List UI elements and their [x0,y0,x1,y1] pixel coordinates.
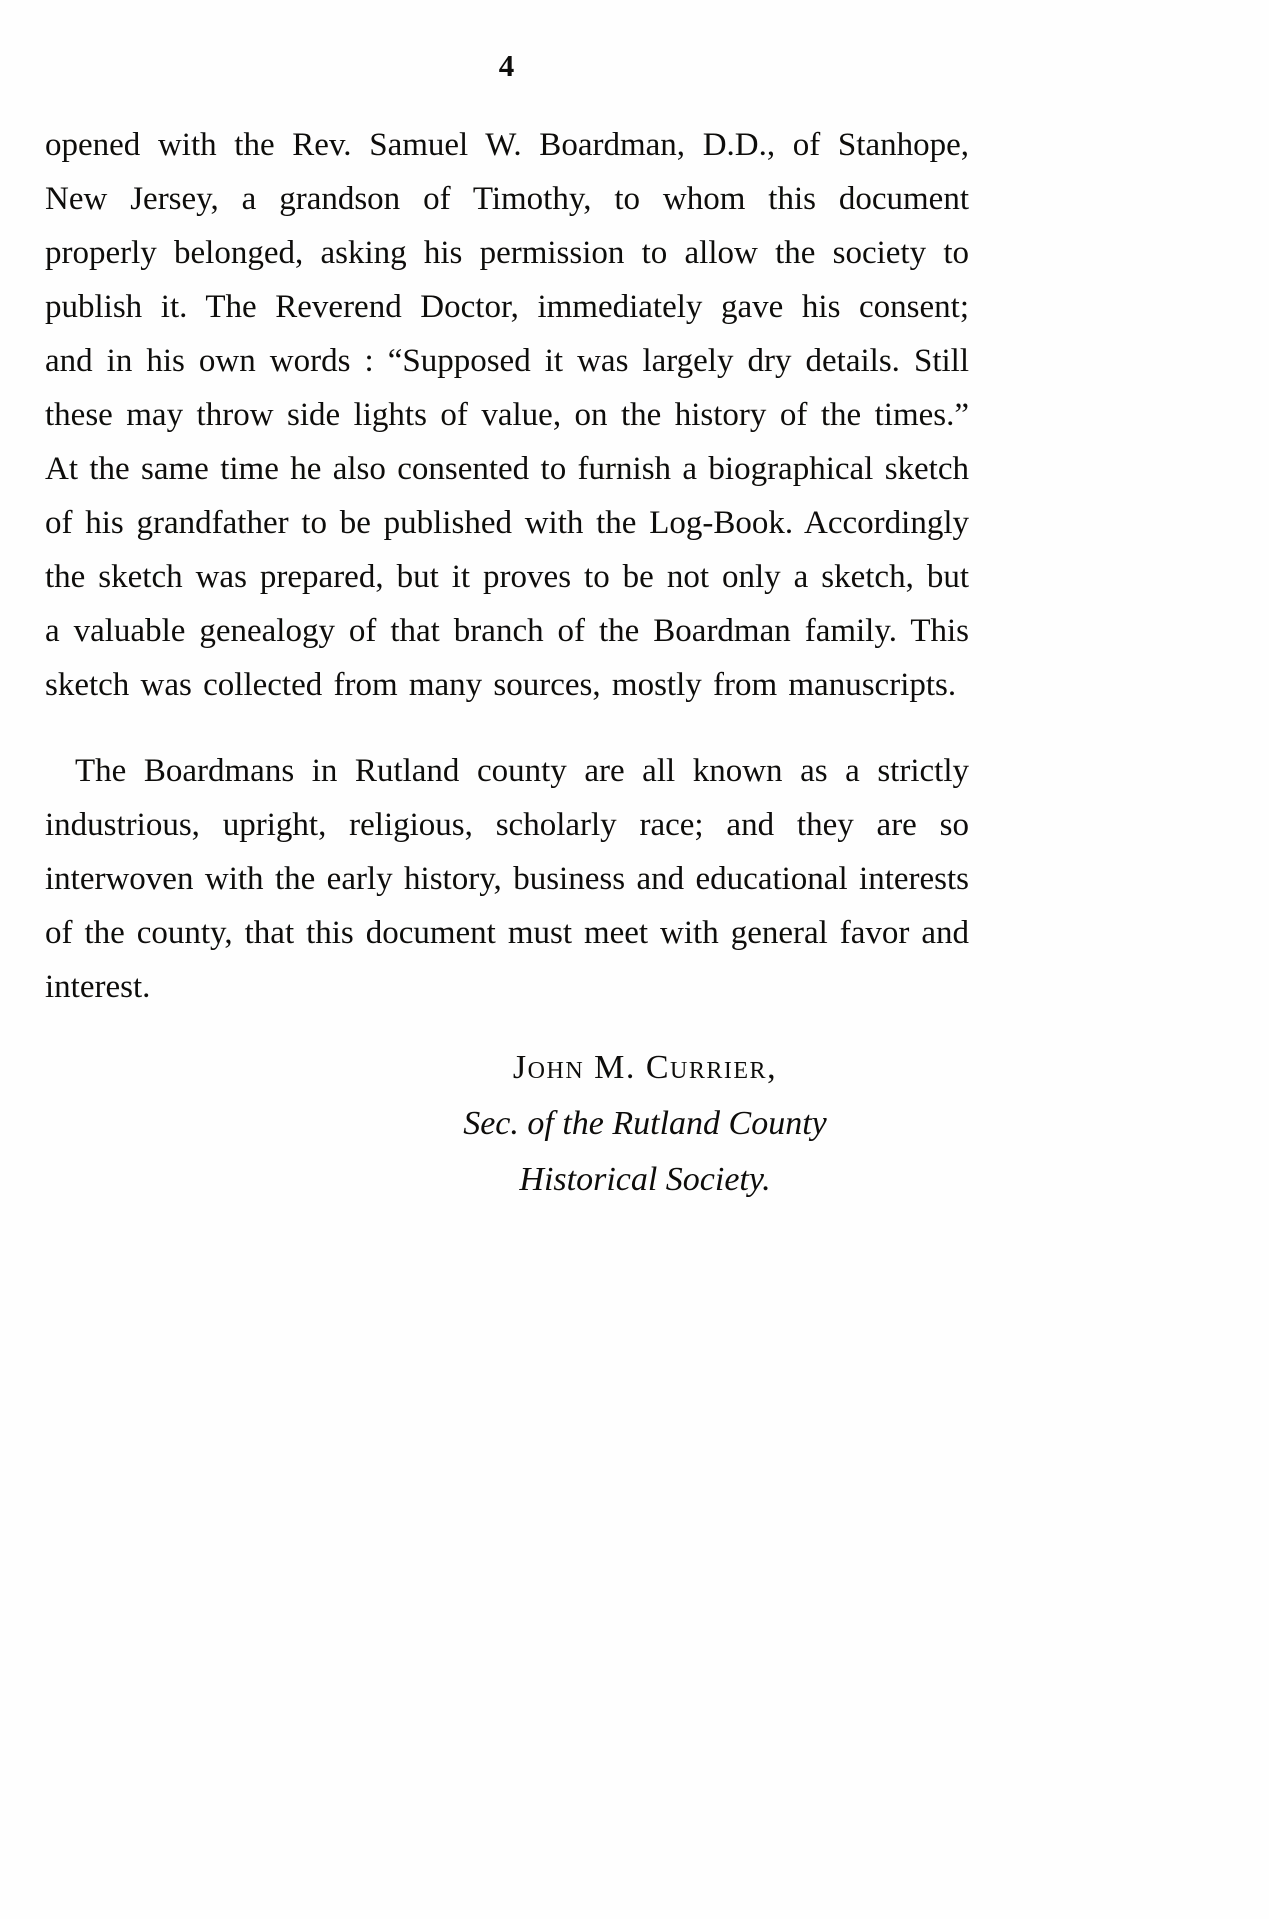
signature-title-line1: Sec. of the Rutland County [463,1105,827,1142]
text-block [45,118,969,1208]
paragraph-2: The Boardmans in Rutland county are all known as a strictly industrious, upright, religious, scholarly race; and they are so interwoven with the early history, business and educational interests of the county, that this document must meet with general favor and interest. [45,753,969,1005]
signature-block [315,1040,975,1208]
signature-title-line2: Historical Society. [519,1161,771,1198]
page-number: 4 [498,48,516,83]
signature-name: John M. Currier, [512,1049,778,1086]
paragraph-1: opened with the Rev. Samuel W. Boardman, D.D., of Stanhope, New Jersey, a grandson of Timothy, to whom this document properly belonged, asking his permission to allow the society to publish it. The Reverend Doctor, immediately gave his consent; and in his own words : “Supposed it was largely dry details. Still these may throw side lights of value, on the history of the times.” At the same time he also consented to furnish a biographical sketch of his grandfather to be published with the Log-Book. Accordingly the sketch was prepared, but it proves to be not only a sketch, but a valuable genealogy of that branch of the Boardman family. This sketch was collected from many sources, mostly from manuscripts. [45,127,969,703]
